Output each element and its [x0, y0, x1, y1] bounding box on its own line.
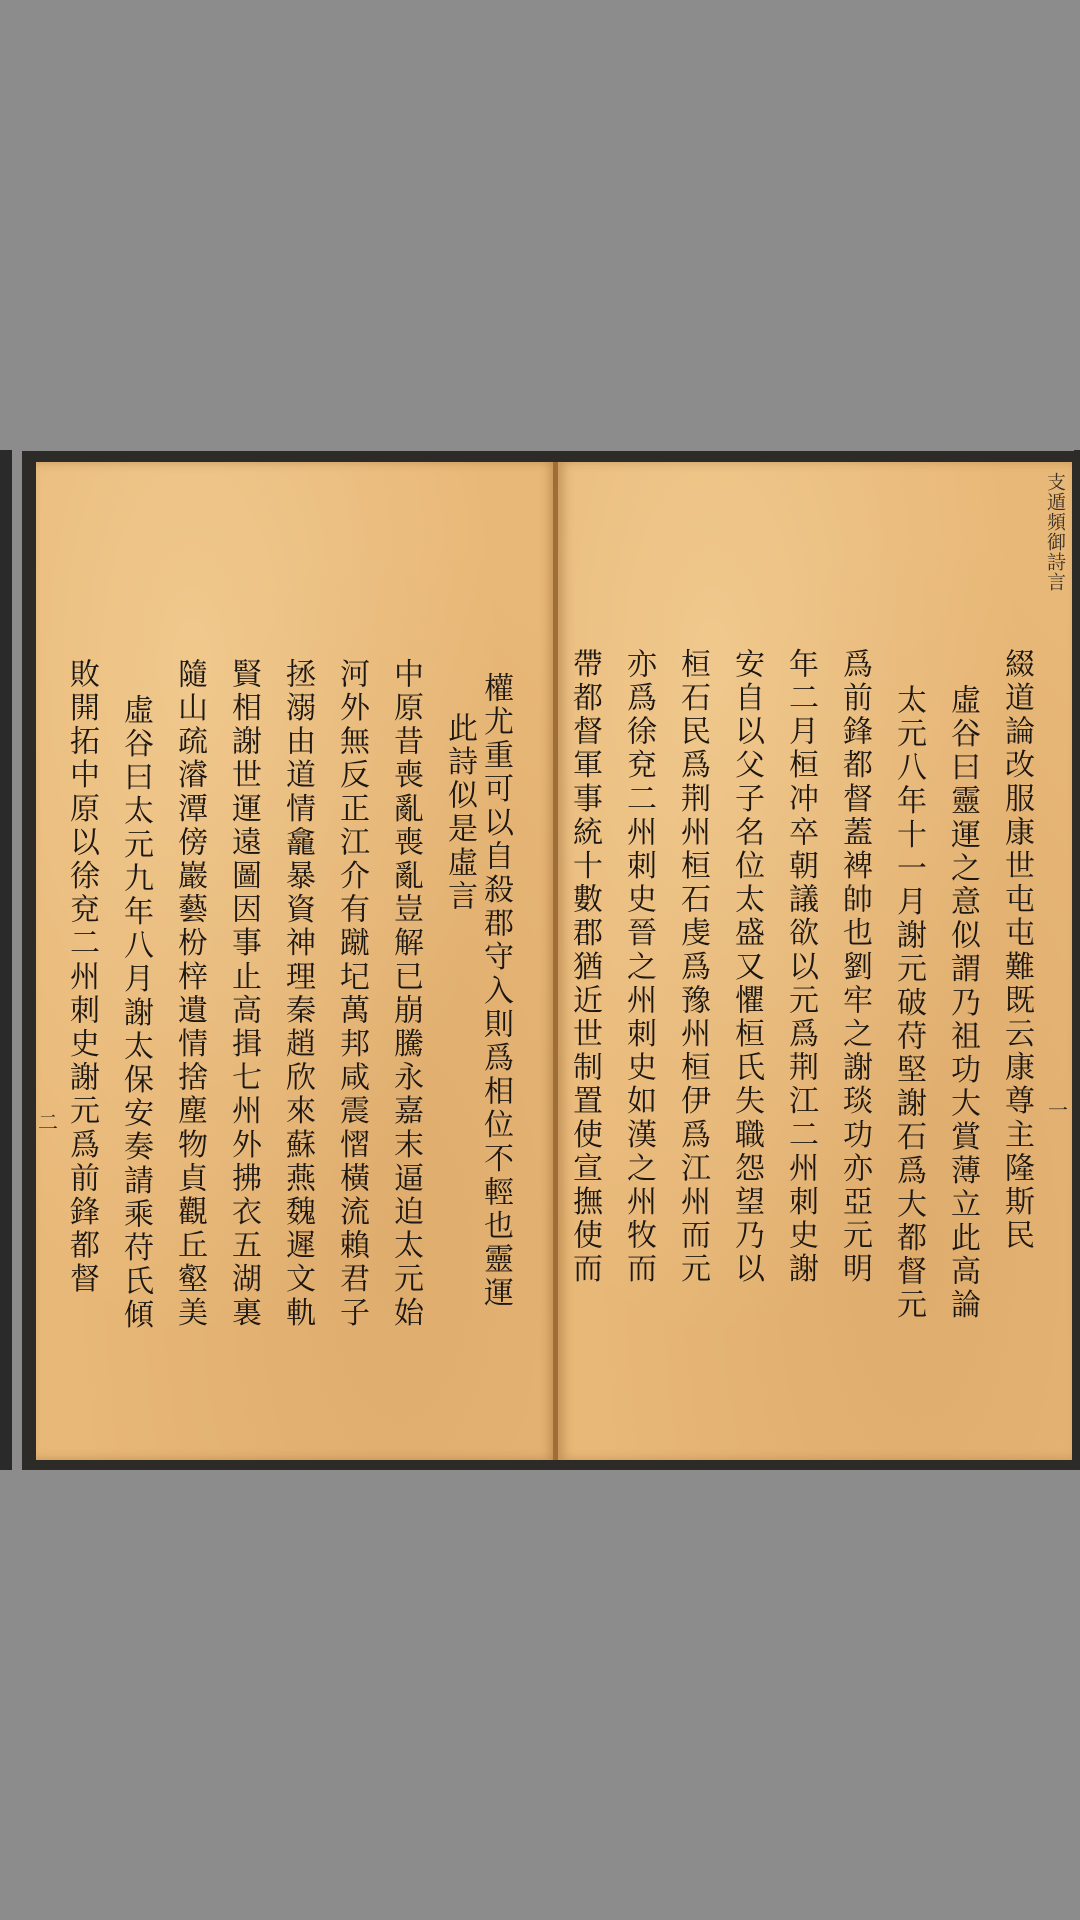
page-number: 二 [38, 1110, 58, 1134]
page-header-mark: 支遁頻御詩言 [1044, 472, 1066, 592]
text-column: 太元八年十一月謝元破苻堅謝石爲大都督元 [891, 684, 926, 1323]
page-number: 一 [1048, 1098, 1068, 1122]
text-column: 賢相謝世運遠圖因事止高揖七州外拂衣五湖裏 [226, 658, 261, 1330]
text-column: 虛谷曰靈運之意似謂乃祖功大賞薄立此高論 [945, 684, 980, 1323]
text-column: 隨山疏濬潭傍巖藝枌梓遺情捨塵物貞觀丘壑美 [172, 658, 207, 1330]
text-column: 桓石民爲荆州桓石虔爲豫州桓伊爲江州而元 [675, 648, 710, 1287]
text-column: 此詩似是虛言 [442, 712, 477, 914]
text-column: 中原昔喪亂喪亂豈解已崩騰永嘉末逼迫太元始 [388, 658, 423, 1330]
text-column: 綴道論改服康世屯屯難既云康尊主隆斯民 [999, 648, 1034, 1253]
text-column: 河外無反正江介有蹴圮萬邦咸震慴橫流賴君子 [334, 658, 369, 1330]
previous-page-edge [0, 450, 12, 1470]
right-page [558, 462, 1072, 1460]
text-column: 安自以父子名位太盛又懼桓氏失職怨望乃以 [729, 648, 764, 1287]
text-column: 帶都督軍事統十數郡猶近世制置使宣撫使而 [567, 648, 602, 1287]
text-column: 年二月桓冲卒朝議欲以元爲荆江二州刺史謝 [783, 648, 818, 1287]
text-column: 權尤重可以自殺郡守入則爲相位不輕也靈運 [478, 672, 513, 1311]
text-column: 亦爲徐兗二州刺史晉之州刺史如漢之州牧而 [621, 648, 656, 1287]
text-column: 虛谷曰太元九年八月謝太保安奏請乘苻氏傾 [118, 694, 153, 1333]
text-column: 爲前鋒都督蓋裨帥也劉牢之謝琰功亦亞元明 [837, 648, 872, 1287]
text-column: 敗開拓中原以徐兗二州刺史謝元爲前鋒都督 [64, 658, 99, 1297]
text-column: 拯溺由道情龕暴資神理秦趙欣來蘇燕魏遲文軌 [280, 658, 315, 1330]
left-page [36, 462, 556, 1460]
